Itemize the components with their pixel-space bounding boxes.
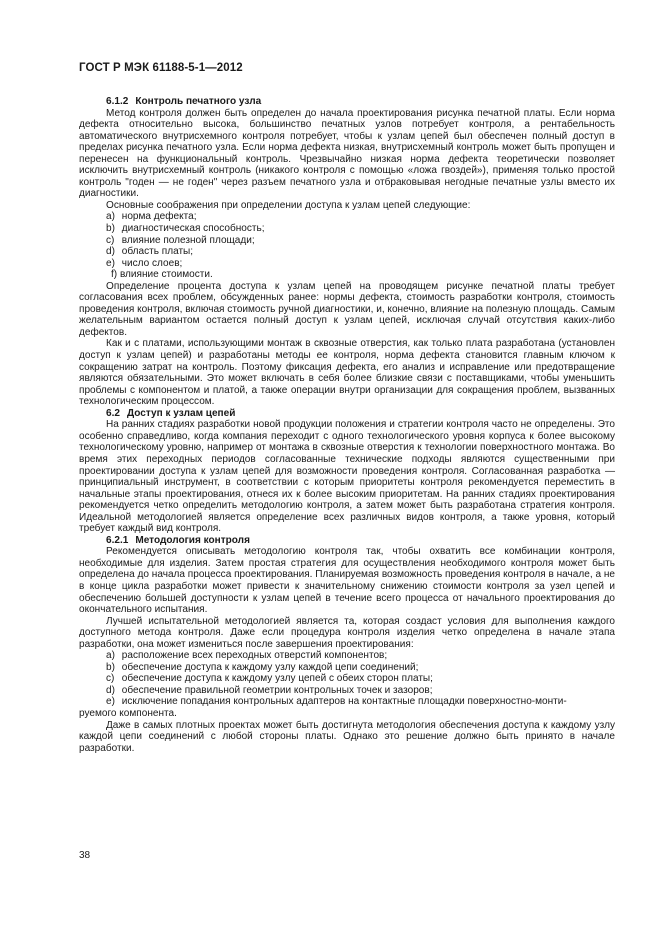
list-label: e) xyxy=(106,257,115,269)
list-item xyxy=(79,673,615,685)
paragraph: На ранних стадиях разработки новой продукции положения и стратегии контроля часто не определены. Это особенно справедливо, когда компания переходит с одного технологического уровня корпуса к более высокому технологическому уровню, например от монтажа в сквозные отверстия к технологии поверхностного монтажа. Во время этих переходных периодов согласованные технические подходы являются существенными при проектировании доступа к узлам цепей для возможности проведения контроля. Согласованная разработка — принципиальный инструмент, в соответствии с которым приоритеты контроля рекомендуется переместить в начальные этапы проектирования, отнеся их к более высоким приоритетам. На ранних стадиях проектирования рекомендуется четко определить методологию контроля, а затем может быть разработана стратегия контроля. Идеальной методологией является определение всех различных видов контроля, а также уровня, который требует каждый вид контроля. xyxy=(79,419,615,535)
list-text: влияние стоимости. xyxy=(119,269,213,281)
list-text: исключение попадания контрольных адаптеров на контактные площадки поверхностно-монти- xyxy=(121,696,567,708)
list-item xyxy=(79,258,615,270)
list-item xyxy=(79,235,615,247)
paragraph: Основные соображения при определении доступа к узлам цепей следующие: xyxy=(106,199,471,211)
list-item xyxy=(79,223,615,235)
list-text: обеспечение доступа к каждому узлу каждой цепи соединений; xyxy=(121,661,419,673)
list-label: c) xyxy=(106,673,115,685)
section-heading-6-2 xyxy=(79,408,615,420)
list-label: a) xyxy=(106,650,115,662)
list-item xyxy=(79,650,615,662)
section-number: 6.2 xyxy=(106,407,120,419)
paragraph: Рекомендуется описывать методологию контроля так, чтобы охватить все комбинации контроля, необходимые для изделия. Затем простая стратегия для осуществления необходимого контроля может быть определена до начала процесса проектирования. Планируемая возможность проведения контроля в начале, а не в конце цикла разработки может привести к значительному снижению стоимости контроля за узел цепей и обеспечению большей доступности к узлам цепей в течение всего процесса от начального проектирования до окончательного испытания. xyxy=(79,546,615,616)
list-item xyxy=(79,685,615,697)
section-heading-6-1-2 xyxy=(79,96,615,108)
list-text: область платы; xyxy=(121,246,194,258)
paragraph: Метод контроля должен быть определен до начала проектирования рисунка печатной платы. Если норма дефекта относительно высока, большинство печатных узлов потребует контроля, а рентабельность автоматического внутрисхемного контроля потребует, чтобы к узлам цепей был обеспечен полный доступ в пределах рисунка печатного узла. Если норма дефекта низкая, внутрисхемный контроль может быть пропущен и перенесен на функциональный контроль. Чрезвычайно низкая норма дефекта теоретически позволяет исключить внутрисхемный контроль (никакого контроля с помощью «ложа гвоздей»), применяя только простой контроль "годен — не годен" через разъем печатного узла и отбраковывая негодные печатные узлы вместо их диагностики. xyxy=(79,107,615,200)
document-body xyxy=(79,96,615,754)
paragraph: Даже в самых плотных проектах может быть достигнута методология обеспечения доступа к каждому узлу каждой цепи соединений с любой стороны платы. Однако это решение должно быть принято в начале разработки. xyxy=(79,719,615,754)
list-text: обеспечение правильной геометрии контрольных точек и зазоров; xyxy=(121,684,433,696)
list-text: обеспечение доступа к каждому узлу цепей с обеих сторон платы; xyxy=(121,673,433,685)
section-number: 6.1.2 xyxy=(106,96,129,107)
list-label: b) xyxy=(106,661,115,673)
list-item xyxy=(79,246,615,258)
list-text: норма дефекта; xyxy=(121,211,197,223)
list-label: c) xyxy=(106,234,115,246)
list-text: влияние полезной площади; xyxy=(121,234,255,246)
paragraph: Определение процента доступа к узлам цепей на проводящем рисунке печатной платы требует согласования всех проблем, обсужденных ранее: нормы дефекта, стоимость разработки контроля, стоимость проведения контроля, включая стоимость ручной диагностики, и, конечно, влияние на полезную площадь. Самым желательным вариантом остается полный доступ к узлам цепей, исключая случай отсутствия каких-либо дефектов. xyxy=(79,280,615,338)
list-label: e) xyxy=(106,696,115,708)
section-title: Методология контроля xyxy=(135,534,250,546)
page-number: 38 xyxy=(79,850,91,861)
section-heading-6-2-1 xyxy=(79,535,615,547)
section-title: Контроль печатного узла xyxy=(135,96,262,107)
section-number: 6.2.1 xyxy=(106,534,129,546)
list-text: расположение всех переходных отверстий компонентов; xyxy=(121,650,388,662)
list-label: b) xyxy=(106,223,115,235)
list-label: f) xyxy=(111,269,118,281)
document-header: ГОСТ Р МЭК 61188-5-1—2012 xyxy=(79,62,243,74)
list-text: число слоев; xyxy=(121,257,183,269)
list-item xyxy=(79,269,615,281)
list-text: диагностическая способность; xyxy=(121,223,265,235)
section-title: Доступ к узлам цепей xyxy=(126,407,236,419)
paragraph: Как и с платами, использующими монтаж в сквозные отверстия, как только плата разработана (установлен доступ к узлам цепей) и разработаны методы ее контроля, норма дефекта становится главным ключом к сокращению затрат на контроль. Поэтому фиксация дефекта, его анализ и исправление или предотвращение являются обязательными. Это может включать в себя более близкие связи с поставщиками, чтобы уменьшить проблемы с компонентом и платой, а также операции внутри организации для сокращения проблем, вызванных технологическим процессом. xyxy=(79,338,615,408)
list-item xyxy=(79,696,615,708)
list-label: d) xyxy=(106,684,115,696)
paragraph: Лучшей испытательной методологией является та, которая создаст условия для выполнения каждого доступного метода контроля. Даже если процедура контроля изделия четко определена в начале этапа разработки, она может измениться после завершения проектирования: xyxy=(79,615,615,650)
list-item-continuation: руемого компонента. xyxy=(79,707,177,719)
list-item xyxy=(79,662,615,674)
list-item xyxy=(79,211,615,223)
list-label: a) xyxy=(106,211,115,223)
list-label: d) xyxy=(106,246,115,258)
